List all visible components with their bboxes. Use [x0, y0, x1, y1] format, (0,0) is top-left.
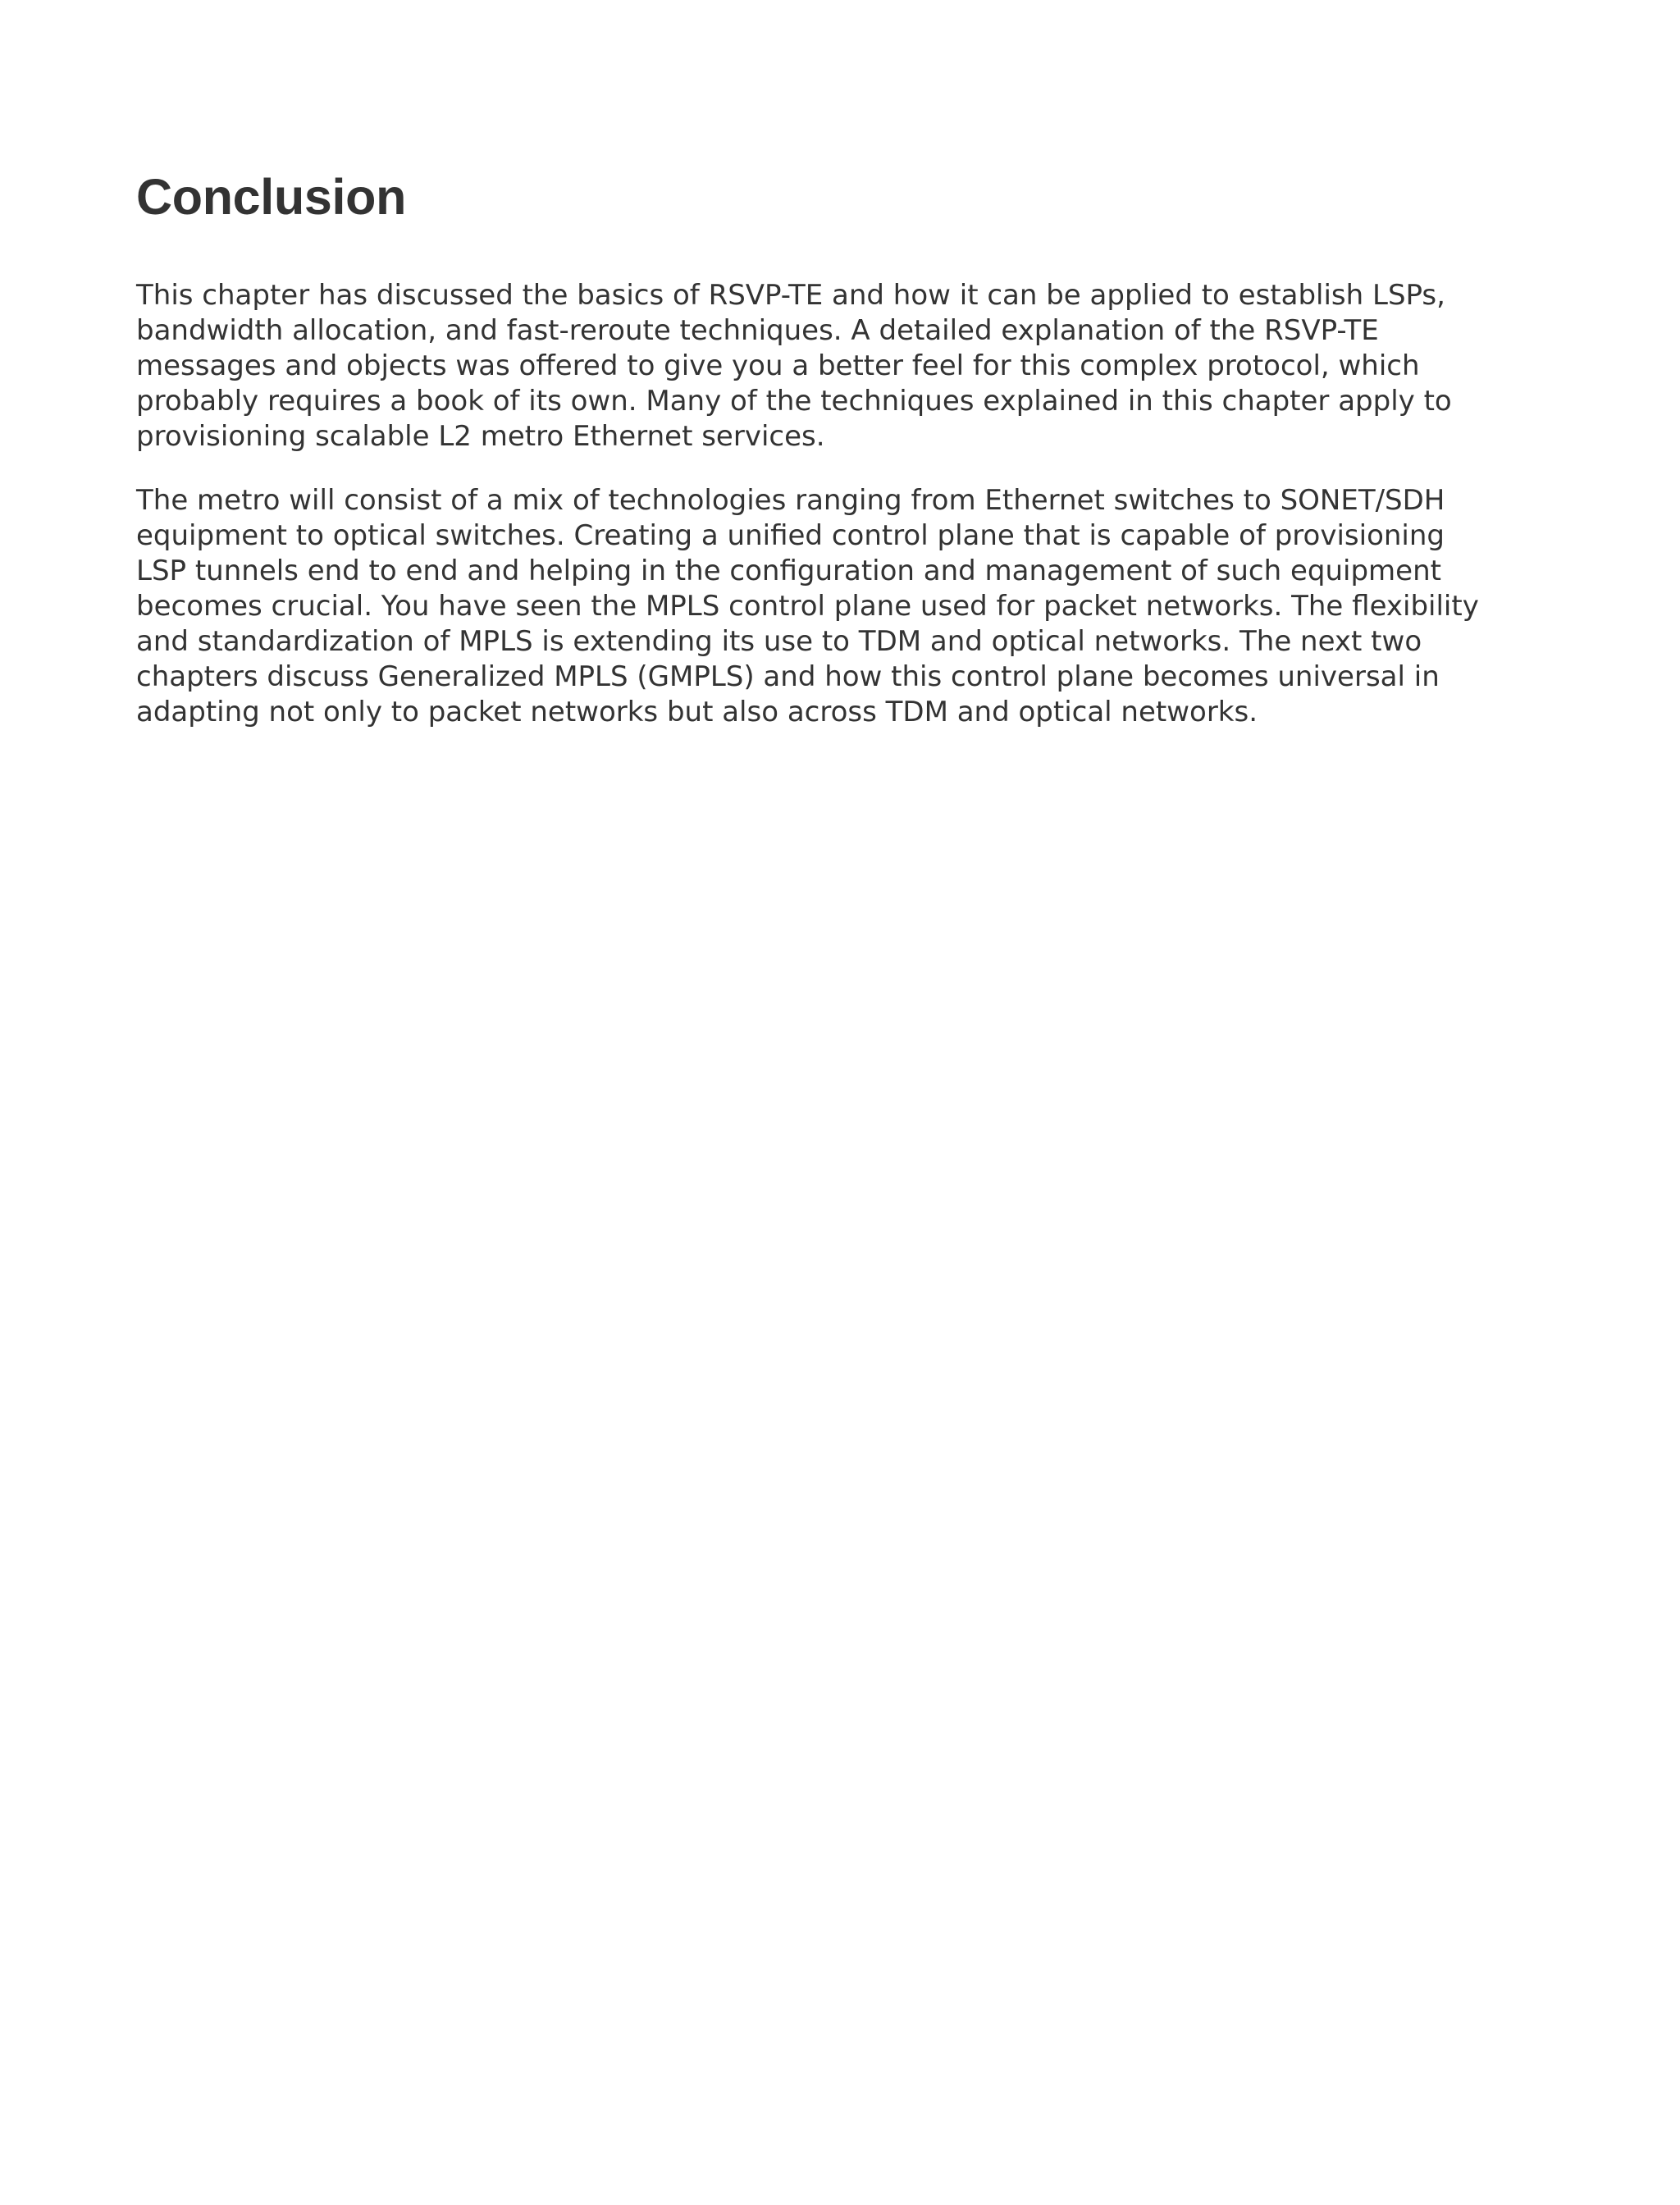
page-content: [136, 169, 1555, 730]
paragraph-summary: This chapter has discussed the basics of RSVP-TE and how it can be applied to establish LSPs, bandwidth allocation, and fast-reroute techniques. A detailed explanation of the RSVP-TE messages and objects was offered to give you a better feel for this complex protocol, which probably requires a book of its own. Many of the techniques explained in this chapter apply to provisioning scalable L2 metro Ethernet services.: [136, 279, 1452, 453]
section-heading: Conclusion: [136, 169, 407, 225]
paragraph-metro-outlook: The metro will consist of a mix of technologies ranging from Ethernet switches to SONET/SDH equipment to optical switches. Creating a unified control plane that is capable of provisioning LSP tunnels end to end and helping in the configuration and management of such equipment becomes crucial. You have seen the MPLS control plane used for packet networks. The flexibility and standardization of MPLS is extending its use to TDM and optical networks. The next two chapters discuss Generalized MPLS (GMPLS) and how this control plane becomes universal in adapting not only to packet networks but also across TDM and optical networks.: [136, 484, 1479, 728]
